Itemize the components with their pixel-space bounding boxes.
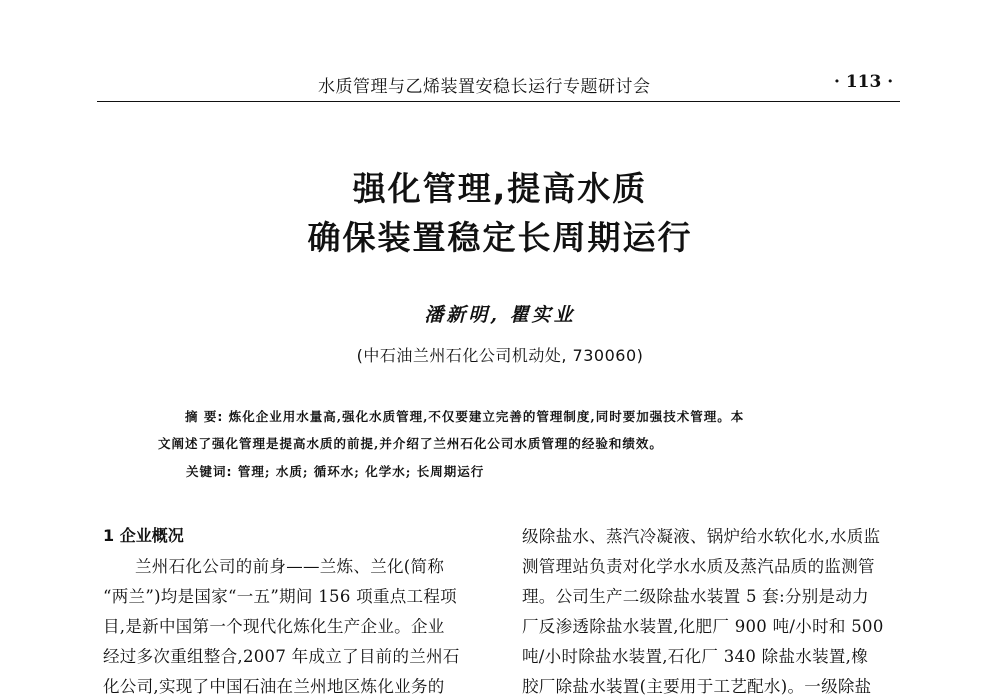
paper-title-line-1: 强化管理,提高水质 [352, 169, 648, 208]
right-column-line-4: 厂反渗透除盐水装置,化肥厂 900 吨/小时和 500 [522, 617, 884, 636]
left-column-line-3: 目,是新中国第一个现代化炼化生产企业。企业 [103, 617, 445, 636]
abstract-line-2: 文阐述了强化管理是提高水质的前提,并介绍了兰州石化公司水质管理的经验和绩效。 [158, 436, 663, 451]
right-column-line-6: 胶厂除盐水装置(主要用于工艺配水)。一级除盐 [522, 677, 872, 696]
left-column-line-4: 经过多次重组整合,2007 年成立了目前的兰州石 [103, 647, 460, 666]
keywords-line [186, 462, 484, 480]
keywords-label: 关键词: [186, 464, 233, 479]
paper-title-line-2: 确保装置稳定长周期运行 [307, 218, 693, 257]
page-number: · 113 · [834, 72, 894, 92]
section-heading: 1 企业概况 [103, 526, 184, 545]
left-column-line-2: “两兰”)均是国家“一五”期间 156 项重点工程项 [103, 587, 457, 606]
authors: 潘新明, 瞿实业 [424, 304, 576, 326]
left-column-line-1: 兰州石化公司的前身——兰炼、兰化(简称 [135, 557, 445, 576]
right-column-line-2: 测管理站负责对化学水水质及蒸汽品质的监测管 [522, 557, 875, 576]
abstract-text-1: 炼化企业用水量高,强化水质管理,不仅要建立完善的管理制度,同时要加强技术管理。本 [228, 409, 745, 424]
abstract-label: 摘 要: [185, 409, 224, 424]
left-column-line-5: 化公司,实现了中国石油在兰州地区炼化业务的 [103, 677, 445, 696]
right-column-line-1: 级除盐水、蒸汽冷凝液、锅炉给水软化水,水质监 [522, 527, 881, 546]
abstract-line-1 [185, 407, 744, 425]
running-title: 水质管理与乙烯装置安稳长运行专题研讨会 [318, 77, 651, 97]
header-rule [97, 101, 900, 102]
right-column-line-3: 理。公司生产二级除盐水装置 5 套:分别是动力 [522, 587, 869, 606]
affiliation: (中石油兰州石化公司机动处, 730060) [356, 346, 644, 365]
right-column-line-5: 吨/小时除盐水装置,石化厂 340 除盐水装置,橡 [522, 647, 869, 666]
keywords-text: 管理; 水质; 循环水; 化学水; 长周期运行 [237, 464, 485, 479]
